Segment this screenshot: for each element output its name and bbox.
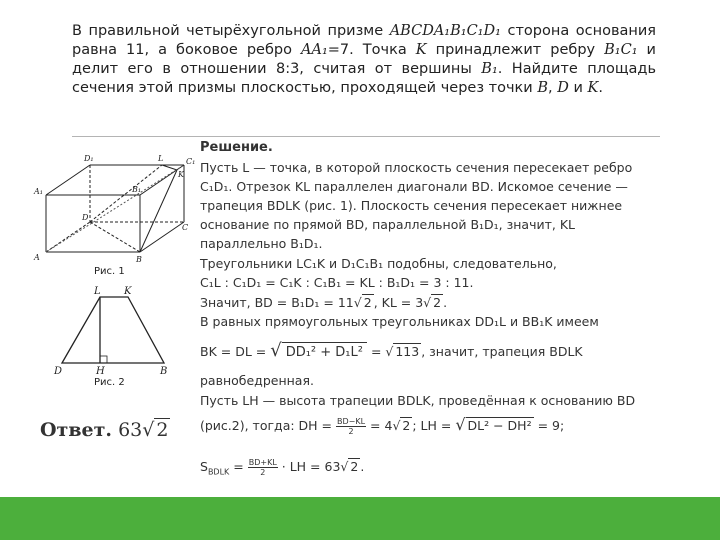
label-k: K	[178, 170, 184, 179]
line13-den: 2	[348, 427, 354, 436]
trapezoid-drawing	[52, 285, 182, 377]
line10-e: , значит, трапеция BDLK	[421, 344, 583, 359]
line13-d: ; LH =	[412, 418, 456, 433]
figure-1-caption: Рис. 1	[94, 266, 125, 277]
figure-prism	[32, 150, 202, 280]
solution-line-9: В равных прямоугольных треугольниках DD₁L и BB₁K имеем	[200, 314, 599, 329]
label-d-2: D	[54, 366, 63, 377]
answer-radicand: 2	[156, 419, 169, 441]
line8-d: 2	[433, 295, 442, 310]
answer-value: 63	[118, 419, 143, 441]
point-k-2: K	[587, 80, 599, 96]
segment-dl	[90, 165, 162, 222]
line14-b: =	[229, 459, 248, 474]
problem-text-9: .	[598, 80, 603, 96]
line14-sub: BDLK	[207, 467, 230, 477]
problem-text-6: . Найдите площадь сечения этой призмы плоскостью, проходящей через точки	[72, 61, 657, 96]
label-h: H	[96, 366, 105, 377]
solution-line-13: (рис.2), тогда: DH = $\frac{BD-KL}{2}$ = 4√ 2 ; LH = √ DL² − DH² = 9;	[200, 415, 565, 436]
line8-a: Значит, BD = B₁D₁ = 11	[200, 295, 354, 310]
line8-b: 2	[363, 295, 372, 310]
label-b1: B₁	[132, 185, 142, 194]
figure-trapezoid	[52, 285, 182, 390]
line10-b: DD₁² + D₁L²	[282, 342, 367, 360]
solution-line-3: трапеция BDLK (рис. 1). Плоскость сечения пересекает нижнее	[200, 198, 623, 213]
answer-label: Ответ.	[40, 419, 113, 441]
section-divider	[72, 136, 660, 137]
bottom-bar	[0, 497, 720, 540]
label-b: B	[136, 255, 142, 264]
line13-c: 2	[402, 418, 411, 433]
problem-statement	[72, 22, 656, 98]
line14-c: · LH = 63	[277, 459, 341, 474]
vertex-b1: B₁	[481, 61, 498, 77]
solution-line-1: Пусть L — точка, в которой плоскость сечения пересекает ребро	[200, 160, 633, 175]
diagonal-bd	[90, 222, 140, 252]
line10-a: BK = DL =	[200, 344, 271, 359]
line13-num: BD−KL	[337, 417, 366, 426]
line13-b: = 4	[366, 418, 393, 433]
label-c: C	[182, 223, 189, 232]
problem-text-8: и	[568, 80, 588, 96]
label-d1: D₁	[84, 154, 94, 163]
line14-frac	[248, 458, 278, 477]
point-k: K	[415, 42, 427, 58]
solution-line-8: Значит, BD = B₁D₁ = 11√ 2 , KL = 3√ 2 .	[200, 295, 448, 310]
trapezoid-bdlk	[62, 297, 164, 363]
line14-e: .	[360, 459, 365, 474]
solution-line-12: Пусть LH — высота трапеции BDLK, проведённая к основанию BD	[200, 393, 636, 408]
line14-den: 2	[260, 468, 266, 477]
point-b: B	[537, 80, 548, 96]
label-a1: A₁	[34, 187, 43, 196]
line10-c: =	[366, 344, 386, 359]
solution-line-10: BK = DL = √ DD₁² + D₁L² = √ 113 , значит, трапеция BDLK	[200, 340, 583, 361]
line13-frac	[336, 417, 366, 436]
segment-lk	[162, 165, 177, 170]
edge-b1c1: B₁C₁	[604, 42, 638, 58]
problem-text-4: принадлежит ребру	[426, 42, 605, 58]
edge-a1d1	[46, 165, 90, 195]
label-a: A	[34, 253, 40, 262]
label-l: L	[158, 154, 164, 163]
label-k-2: K	[124, 286, 132, 297]
line13-a: (рис.2), тогда: DH =	[200, 418, 336, 433]
solution-line-7: C₁L : C₁D₁ = C₁K : C₁B₁ = KL : B₁D₁ = 3 : 11.	[200, 275, 474, 290]
line10-d: 113	[395, 344, 420, 359]
label-c1: C₁	[186, 157, 196, 166]
lateral-edge: AA₁	[301, 42, 328, 58]
line14-a: S	[200, 459, 208, 474]
label-l-2: L	[94, 286, 101, 297]
problem-text-2: сторона основания равна 11, а боковое ребро	[72, 23, 657, 58]
line13-e: DL² − DH²	[467, 418, 532, 433]
prism-drawing	[32, 150, 202, 280]
solution-line-4: основание по прямой BD, параллельной B₁D₁, значит, KL	[200, 217, 575, 232]
problem-text-7: ,	[547, 80, 558, 96]
point-d: D	[557, 80, 569, 96]
solution-heading: Решение.	[200, 140, 273, 155]
solution-line-2: C₁D₁. Отрезок KL параллелен диагонали BD. Искомое сечение —	[200, 179, 628, 194]
right-angle-mark	[100, 356, 107, 363]
label-d: D	[82, 213, 89, 222]
problem-text-5: и делит его в отношении 8:3, считая от вершины	[72, 42, 656, 77]
edge-ad	[46, 222, 90, 252]
line13-f: = 9;	[533, 418, 565, 433]
problem-text-3: =7. Точка	[327, 42, 416, 58]
solution-line-5: параллельно B₁D₁.	[200, 236, 323, 251]
problem-text-1: В правильной четырёхугольной призме	[72, 23, 390, 39]
figure-2-caption: Рис. 2	[94, 377, 125, 388]
prism-name: ABCDA₁B₁C₁D₁	[389, 23, 501, 39]
line14-d: 2	[350, 459, 359, 474]
line8-e: .	[443, 295, 448, 310]
line14-num: BD+KL	[248, 458, 277, 467]
label-b-2: B	[160, 366, 168, 377]
answer-sqrt-sign: √	[142, 419, 155, 441]
solution-line-14: $S_{BDLK}$ = $\frac{BD+KL}{2}$ · LH = 63√ 2 .	[200, 458, 365, 477]
solution-line-11: равнобедренная.	[200, 373, 314, 388]
solution-line-6: Треугольники LC₁K и D₁C₁B₁ подобны, следовательно,	[200, 256, 557, 271]
answer	[40, 418, 170, 441]
aux-diagonal	[46, 165, 184, 252]
line8-c: , KL = 3	[373, 295, 424, 310]
